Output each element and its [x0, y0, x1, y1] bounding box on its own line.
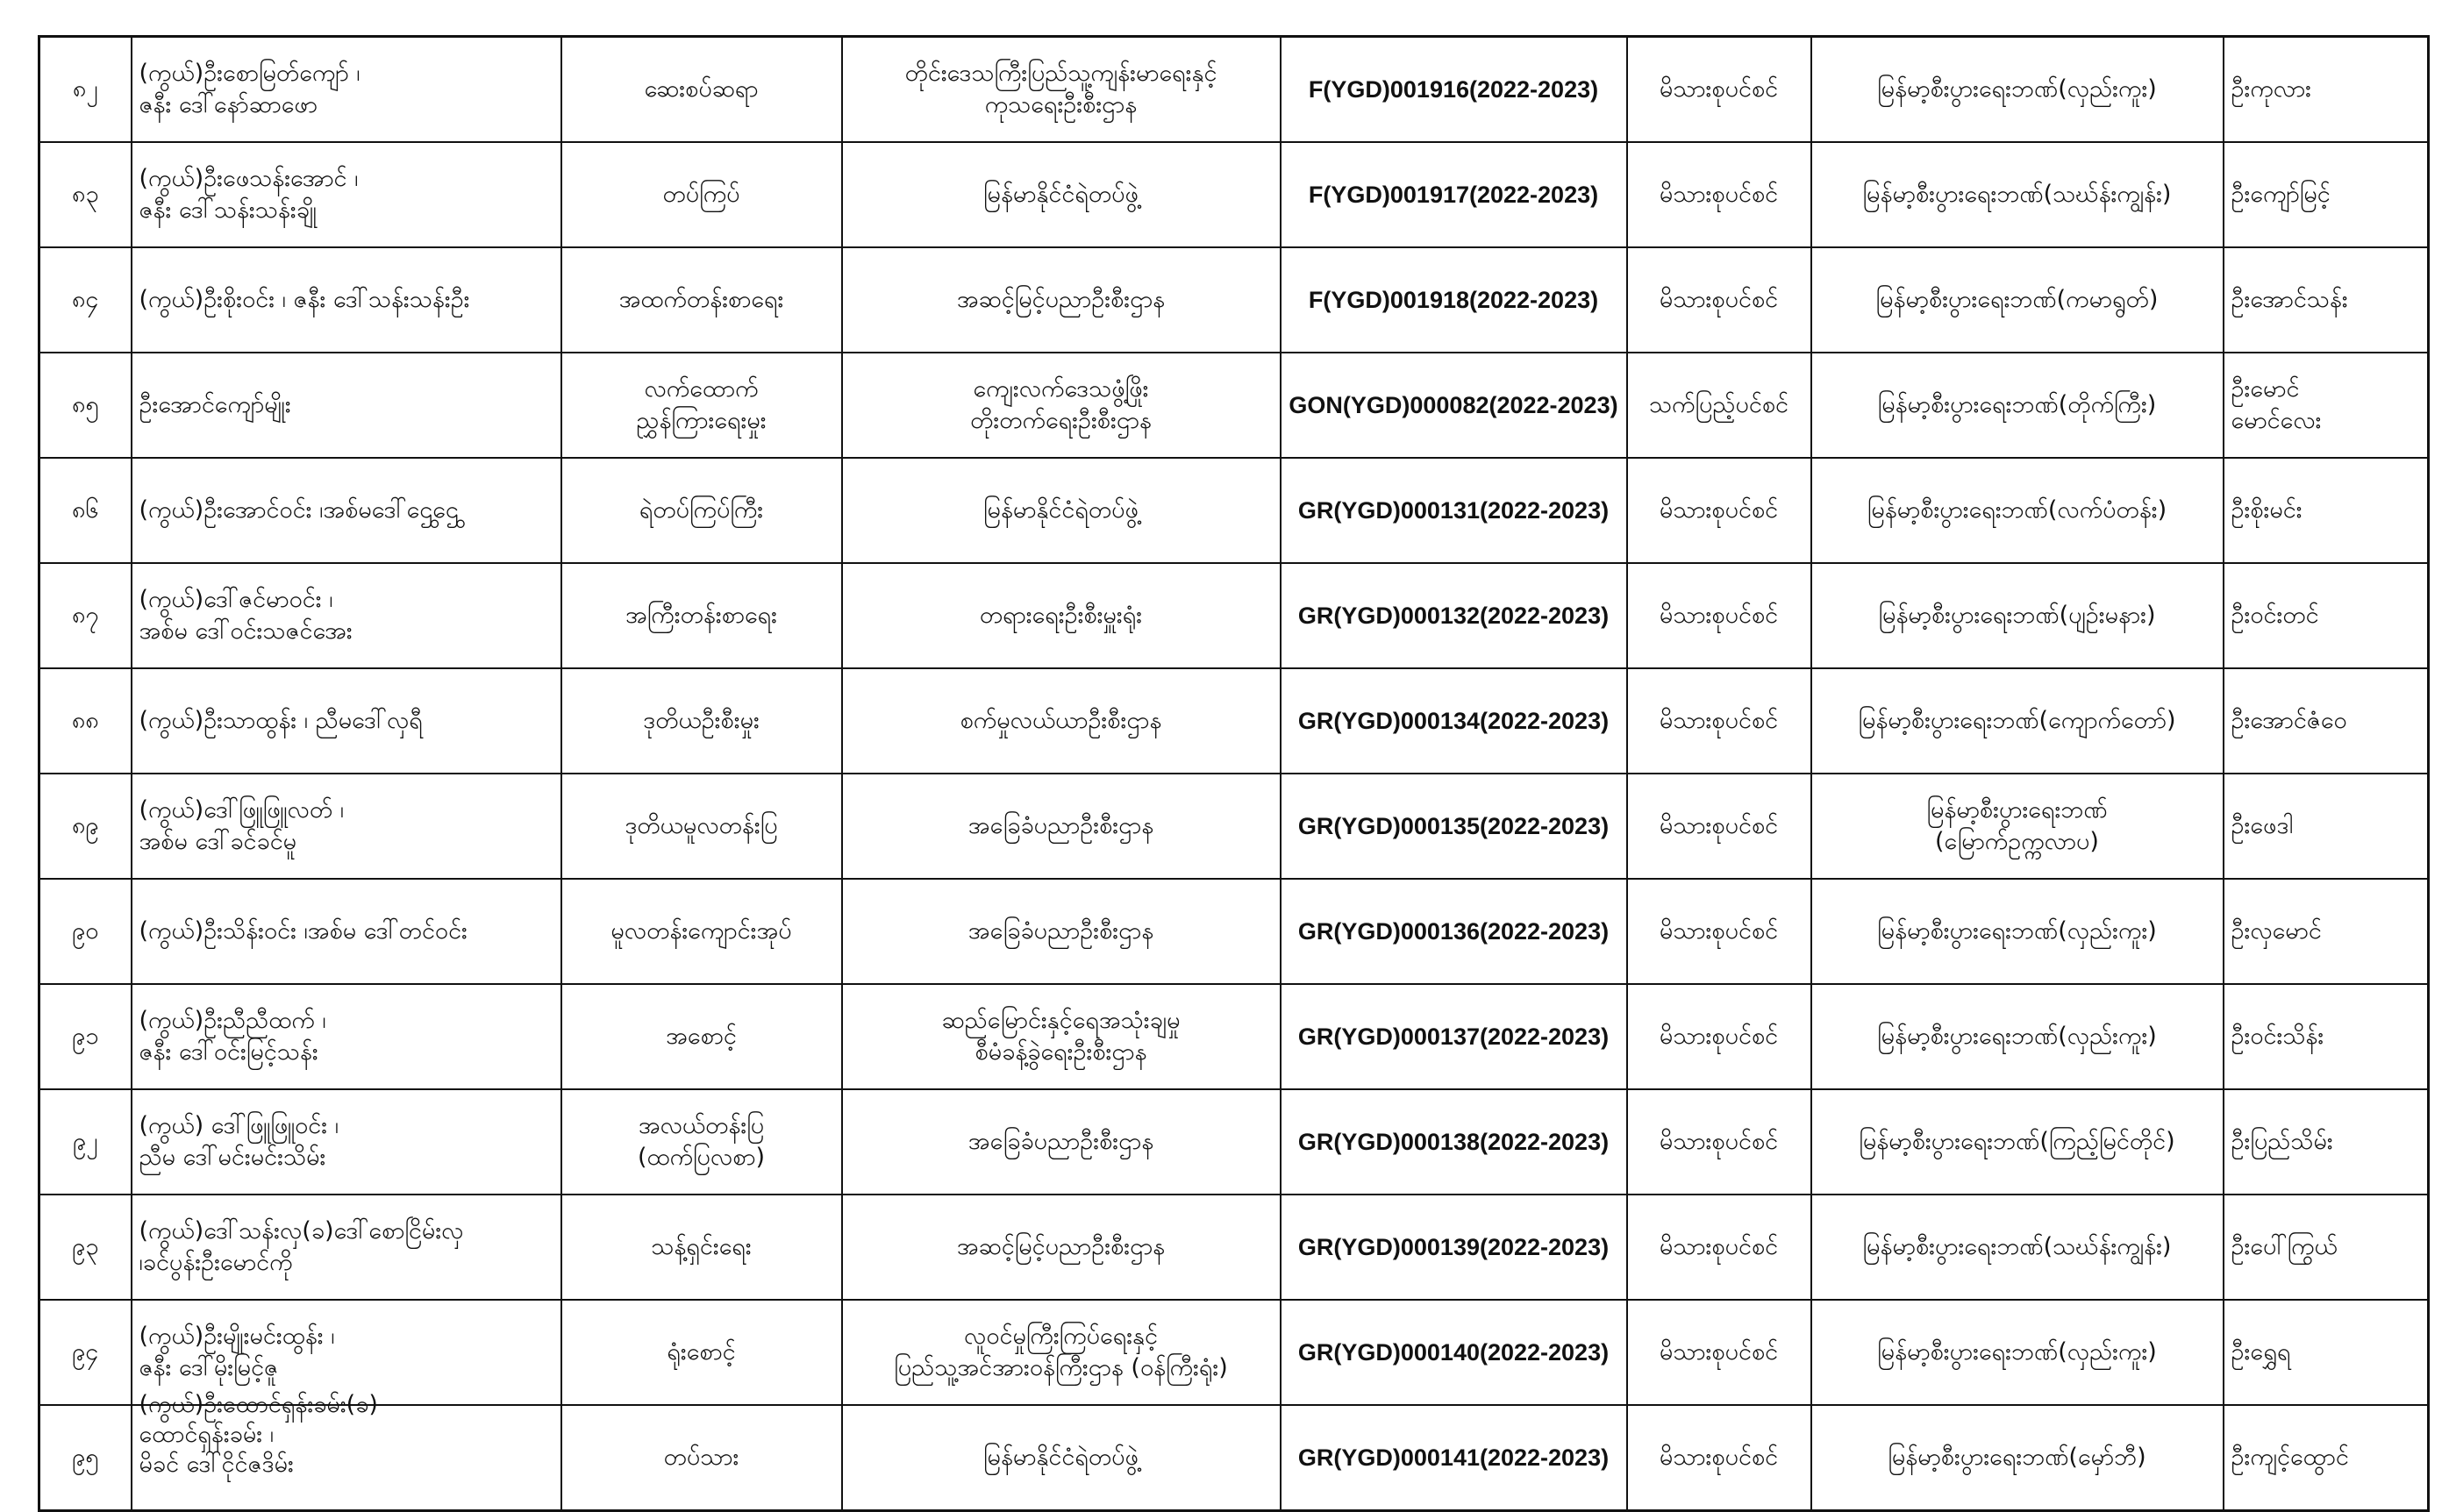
- department: တိုင်းဒေသကြီးပြည်သူ့ကျန်းမာရေးနှင့် ကုသရေးဦးစီးဌာန: [904, 60, 1217, 118]
- pensioner-name-cell: [132, 774, 561, 879]
- department-cell: [842, 458, 1281, 563]
- paying-bank-cell: [1811, 668, 2224, 774]
- pass-number: GR(YGD)000137(2022-2023): [1297, 1023, 1610, 1050]
- department: မြန်မာနိုင်ငံရဲတပ်ဖွဲ့: [983, 1444, 1139, 1471]
- pass-number: GR(YGD)000140(2022-2023): [1297, 1339, 1610, 1366]
- paying-bank: မြန်မာ့စီးပွားရေးဘဏ်(ကမာရွတ်): [1875, 286, 2159, 313]
- pensioner-name-cell: [132, 1391, 561, 1511]
- pensioner-name: (ကွယ်)ဒေါ်ဖြူဖြူလတ် ၊ အစ်မ ဒေါ်ခင်ခင်မူ: [139, 796, 344, 855]
- representative-cell: [2224, 458, 2429, 563]
- pension-type-cell: [1627, 37, 1811, 143]
- paying-bank: မြန်မာ့စီးပွားရေးဘဏ်(သဃ်န်းကျွန်း): [1862, 181, 2172, 208]
- pension-type-cell: [1627, 879, 1811, 984]
- records-body: [39, 37, 2429, 1511]
- pensioner-name: (ကွယ်)ဒေါ်သန်းလှ(ခ)ဒေါ်စောငြိမ်းလှ ၊ခင်ပွန်းဦးမောင်ကို: [139, 1217, 464, 1276]
- rank: မူလတန်းကျောင်းအုပ်: [610, 917, 792, 945]
- representative: ဦးအောင်ဇံဝေ: [2231, 707, 2347, 734]
- pass-number-cell: [1281, 1089, 1627, 1195]
- rank-cell: [561, 984, 842, 1089]
- table-row: [39, 37, 2429, 143]
- row-number: ၈၄: [71, 286, 99, 313]
- pensioner-name-cell: [132, 563, 561, 668]
- pass-number: F(YGD)001916(2022-2023): [1308, 76, 1599, 103]
- table-row: [39, 247, 2429, 353]
- representative-cell: [2224, 563, 2429, 668]
- row-number: ၈၅: [71, 391, 99, 418]
- representative-cell: [2224, 1300, 2429, 1405]
- pension-type-cell: [1627, 1195, 1811, 1300]
- pension-type-cell: [1627, 774, 1811, 879]
- paying-bank: မြန်မာ့စီးပွားရေးဘဏ်(မှော်ဘီ): [1888, 1444, 2146, 1471]
- department-cell: [842, 879, 1281, 984]
- row-number-cell: [39, 247, 132, 353]
- paying-bank: မြန်မာ့စီးပွားရေးဘဏ်(လှည်းကူး): [1877, 75, 2157, 103]
- paying-bank: မြန်မာ့စီးပွားရေးဘဏ်(ကျောက်တော်): [1858, 707, 2176, 734]
- rank: အကြီးတန်းစာရေး: [625, 602, 778, 629]
- paying-bank-cell: [1811, 1089, 2224, 1195]
- representative: ဦးကုလား: [2231, 75, 2312, 103]
- rank-cell: [561, 458, 842, 563]
- row-number-cell: [39, 1405, 132, 1511]
- paying-bank-cell: [1811, 142, 2224, 247]
- paying-bank: မြန်မာ့စီးပွားရေးဘဏ်(လှည်းကူး): [1877, 1338, 2157, 1366]
- rank: ရုံးစောင့်: [667, 1338, 736, 1366]
- department: အခြေခံပညာဦးစီးဌာန: [967, 917, 1154, 945]
- rank-cell: [561, 1300, 842, 1405]
- row-number: ၉၅: [72, 1444, 99, 1471]
- representative: ဦးဝင်းတင်: [2231, 602, 2319, 629]
- rank-cell: [561, 37, 842, 143]
- paying-bank: မြန်မာ့စီးပွားရေးဘဏ်(လှည်းကူး): [1877, 1023, 2157, 1050]
- pensioner-name: (ကွယ်)ဦးစောမြတ်ကျော် ၊ ဇနီး ဒေါ်နော်ဆာဖော: [139, 60, 361, 118]
- pass-number-cell: [1281, 142, 1627, 247]
- paying-bank: မြန်မာ့စီးပွားရေးဘဏ် (မြောက်ဥက္ကလာပ): [1926, 796, 2108, 855]
- department: ကျေးလက်ဒေသဖွံ့ဖြိုး တိုးတက်ရေးဦးစီးဌာန: [970, 375, 1152, 434]
- representative: ဦးကျော်မြင့်: [2231, 181, 2331, 208]
- pension-type-cell: [1627, 1300, 1811, 1405]
- pension-type: မိသားစုပင်စင်: [1659, 1233, 1779, 1260]
- pensioner-name: (ကွယ်)ဦးဖေသန်းအောင် ၊ ဇနီး ဒေါ်သန်းသန်းချို: [139, 165, 359, 224]
- pension-type: မိသားစုပင်စင်: [1659, 1444, 1779, 1471]
- representative: ဦးကျင့်ထွောင်: [2231, 1444, 2349, 1471]
- pass-number-cell: [1281, 247, 1627, 353]
- pass-number: GR(YGD)000134(2022-2023): [1297, 708, 1610, 734]
- row-number-cell: [39, 142, 132, 247]
- department-cell: [842, 142, 1281, 247]
- representative: ဦးလှမောင်: [2231, 917, 2322, 945]
- rank: လက်ထောက် ညွှန်ကြားရေးမှုး: [636, 375, 767, 434]
- row-number: ၉၀: [72, 917, 99, 945]
- row-number: ၈၂: [72, 75, 98, 103]
- representative-cell: [2224, 353, 2429, 458]
- pension-type-cell: [1627, 668, 1811, 774]
- pass-number: F(YGD)001917(2022-2023): [1308, 182, 1599, 208]
- pass-number: GR(YGD)000131(2022-2023): [1297, 497, 1610, 524]
- pension-type: မိသားစုပင်စင်: [1659, 917, 1779, 945]
- rank-cell: [561, 142, 842, 247]
- pass-number: F(YGD)001918(2022-2023): [1308, 287, 1599, 313]
- table-row: [39, 142, 2429, 247]
- pensioner-name: (ကွယ်)ဒေါ်ဇင်မာဝင်း ၊ အစ်မ ဒေါ်ဝင်းသဇင်အေး: [139, 586, 353, 645]
- pass-number: GR(YGD)000141(2022-2023): [1297, 1444, 1610, 1471]
- representative-cell: [2224, 774, 2429, 879]
- pension-type: မိသားစုပင်စင်: [1659, 75, 1779, 103]
- pensioner-name: ဦးအောင်ကျော်မျိုး: [139, 391, 291, 418]
- row-number-cell: [39, 984, 132, 1089]
- rank-cell: [561, 774, 842, 879]
- pensioner-name-cell: [132, 353, 561, 458]
- department-cell: [842, 774, 1281, 879]
- rank: အလယ်တန်းပြ (ထက်ပြလစာ): [637, 1112, 766, 1171]
- pensioner-name: (ကွယ်)ဦးထောင်ရှန်းခမ်း(ခ) ထောင်ရှန်းခမ်း ၊ မိခင် ဒေါ်ငိုင်ဇဒိမ်း: [139, 1391, 378, 1478]
- row-number: ၈၃: [71, 181, 99, 208]
- rank-cell: [561, 668, 842, 774]
- pass-number: GON(YGD)000082(2022-2023): [1289, 392, 1618, 418]
- pass-number-cell: [1281, 668, 1627, 774]
- department: စက်မှုလယ်ယာဦးစီးဌာန: [960, 707, 1162, 734]
- pensioner-name-cell: [132, 458, 561, 563]
- representative-cell: [2224, 142, 2429, 247]
- pension-type-cell: [1627, 563, 1811, 668]
- table-row: [39, 774, 2429, 879]
- rank-cell: [561, 1405, 842, 1511]
- pension-type: မိသားစုပင်စင်: [1659, 286, 1779, 313]
- pensioner-name: (ကွယ်)ဦးသိန်းဝင်း ၊အစ်မ ဒေါ်တင်ဝင်း: [139, 917, 468, 945]
- pensioner-name-cell: [132, 142, 561, 247]
- representative: ဦးဝင်းသိန်း: [2231, 1023, 2324, 1050]
- department-cell: [842, 1089, 1281, 1195]
- paying-bank: မြန်မာ့စီးပွားရေးဘဏ်(တိုက်ကြီး): [1877, 391, 2157, 418]
- pass-number: GR(YGD)000132(2022-2023): [1297, 603, 1610, 629]
- row-number-cell: [39, 353, 132, 458]
- representative: ဦးရွှေရ: [2231, 1338, 2291, 1366]
- row-number-cell: [39, 563, 132, 668]
- pensioner-name-cell: [132, 984, 561, 1089]
- paying-bank-cell: [1811, 247, 2224, 353]
- pension-records-table: [38, 35, 2430, 1512]
- pension-type: မိသားစုပင်စင်: [1659, 181, 1779, 208]
- pass-number: GR(YGD)000138(2022-2023): [1297, 1129, 1610, 1155]
- pass-number: GR(YGD)000135(2022-2023): [1297, 813, 1610, 839]
- paying-bank-cell: [1811, 1300, 2224, 1405]
- department: အဆင့်မြင့်ပညာဦးစီးဌာန: [956, 1233, 1166, 1260]
- table-row: [39, 353, 2429, 458]
- department: မြန်မာနိုင်ငံရဲတပ်ဖွဲ့: [983, 496, 1139, 524]
- representative: ဦးပေါ်ကြွယ်: [2231, 1233, 2338, 1260]
- pension-type: မိသားစုပင်စင်: [1659, 812, 1779, 839]
- rank: အထက်တန်းစာရေး: [618, 286, 784, 313]
- rank-cell: [561, 879, 842, 984]
- pension-type-cell: [1627, 1089, 1811, 1195]
- rank-cell: [561, 247, 842, 353]
- pensioner-name: (ကွယ်)ဦးသာထွန်း ၊ ညီမဒေါ်လှရီ: [139, 707, 423, 734]
- table-row: [39, 1195, 2429, 1300]
- pension-type: မိသားစုပင်စင်: [1659, 1338, 1779, 1366]
- rank: ဒုတိယဦးစီးမှုး: [643, 707, 760, 734]
- paying-bank: မြန်မာ့စီးပွားရေးဘဏ်(သဃ်န်းကျွန်း): [1862, 1233, 2172, 1260]
- row-number-cell: [39, 458, 132, 563]
- pension-type-cell: [1627, 353, 1811, 458]
- rank: သန့်ရှင်းရေး: [651, 1233, 752, 1260]
- rank: တပ်ကြပ်: [662, 181, 740, 208]
- pension-type: မိသားစုပင်စင်: [1659, 496, 1779, 524]
- paying-bank: မြန်မာ့စီးပွားရေးဘဏ်(လှည်းကူး): [1877, 917, 2157, 945]
- table-row: [39, 1089, 2429, 1195]
- pass-number-cell: [1281, 1195, 1627, 1300]
- pensioner-name-cell: [132, 37, 561, 143]
- representative-cell: [2224, 668, 2429, 774]
- pension-type-cell: [1627, 984, 1811, 1089]
- paying-bank-cell: [1811, 1195, 2224, 1300]
- representative-cell: [2224, 247, 2429, 353]
- pension-type: မိသားစုပင်စင်: [1659, 602, 1779, 629]
- paying-bank-cell: [1811, 37, 2224, 143]
- row-number: ၈၉: [71, 812, 99, 839]
- rank: ဆေးစပ်ဆရာ: [644, 75, 759, 103]
- representative: ဦးစိုးမင်း: [2231, 496, 2302, 524]
- row-number: ၉၁: [72, 1023, 99, 1050]
- paying-bank: မြန်မာ့စီးပွားရေးဘဏ်(လက်ပံတန်း): [1867, 496, 2167, 524]
- row-number: ၈၇: [71, 602, 99, 629]
- row-number-cell: [39, 879, 132, 984]
- department-cell: [842, 247, 1281, 353]
- table-row: [39, 458, 2429, 563]
- pension-type-cell: [1627, 458, 1811, 563]
- department-cell: [842, 1405, 1281, 1511]
- pass-number-cell: [1281, 458, 1627, 563]
- pensioner-name: (ကွယ်)ဦးညီညီထက် ၊ ဇနီး ဒေါ်ဝင်းမြင့်သန်း: [139, 1007, 326, 1066]
- rank: အစောင့်: [666, 1023, 737, 1050]
- pension-type-cell: [1627, 247, 1811, 353]
- rank-cell: [561, 1195, 842, 1300]
- representative-cell: [2224, 1405, 2429, 1511]
- pensioner-name: (ကွယ်)ဦးအောင်ဝင်း ၊အစ်မဒေါ်ဌွေဌွေ: [139, 496, 459, 524]
- department: လူဝင်မှုကြီးကြပ်ရေးနှင့် ပြည်သူ့အင်အားဝန်ကြီးဌာန (ဝန်ကြီးရုံး): [894, 1323, 1228, 1381]
- paying-bank-cell: [1811, 1405, 2224, 1511]
- department: တရားရေးဦးစီးမှူးရုံး: [979, 602, 1143, 629]
- pensioner-name: (ကွယ်)ဦးမျိုးမင်းထွန်း ၊ ဇနီး ဒေါ်မိုးမြင့်ဇူ: [139, 1323, 335, 1381]
- table-row: [39, 563, 2429, 668]
- pass-number-cell: [1281, 879, 1627, 984]
- row-number: ၈၆: [71, 496, 99, 524]
- pass-number-cell: [1281, 563, 1627, 668]
- representative: ဦးဖေဒါ: [2231, 812, 2294, 839]
- row-number: ၈၈: [71, 707, 99, 734]
- rank-cell: [561, 563, 842, 668]
- pass-number-cell: [1281, 1405, 1627, 1511]
- paying-bank-cell: [1811, 984, 2224, 1089]
- representative-cell: [2224, 37, 2429, 143]
- representative: ဦးပြည်သိမ်း: [2231, 1128, 2333, 1155]
- paying-bank-cell: [1811, 353, 2224, 458]
- pension-type: မိသားစုပင်စင်: [1659, 1128, 1779, 1155]
- rank: ရဲတပ်ကြပ်ကြီး: [639, 496, 764, 524]
- pass-number-cell: [1281, 353, 1627, 458]
- row-number: ၉၃: [72, 1233, 99, 1260]
- paying-bank-cell: [1811, 774, 2224, 879]
- department-cell: [842, 1195, 1281, 1300]
- department-cell: [842, 1300, 1281, 1405]
- representative: ဦးအောင်သန်း: [2231, 286, 2348, 313]
- department: အဆင့်မြင့်ပညာဦးစီးဌာန: [956, 286, 1166, 313]
- table-row: [39, 668, 2429, 774]
- paying-bank: မြန်မာ့စီးပွားရေးဘဏ်(ပျဉ်းမနား): [1878, 602, 2156, 629]
- representative-cell: [2224, 879, 2429, 984]
- paying-bank: မြန်မာ့စီးပွားရေးဘဏ်(ကြည့်မြင်တိုင်): [1859, 1128, 2175, 1155]
- pass-number-cell: [1281, 37, 1627, 143]
- paying-bank-cell: [1811, 458, 2224, 563]
- pension-type: မိသားစုပင်စင်: [1659, 707, 1779, 734]
- pass-number: GR(YGD)000136(2022-2023): [1297, 918, 1610, 945]
- row-number: ၉၂: [73, 1128, 98, 1155]
- department: အခြေခံပညာဦးစီးဌာန: [967, 812, 1154, 839]
- department-cell: [842, 37, 1281, 143]
- department-cell: [842, 563, 1281, 668]
- department: ဆည်မြောင်းနှင့်ရေအသုံးချမှု စီမံခန့်ခွဲရေးဦးစီးဌာန: [941, 1007, 1181, 1066]
- pass-number: GR(YGD)000139(2022-2023): [1297, 1234, 1610, 1260]
- representative-cell: [2224, 1089, 2429, 1195]
- pensioner-name-cell: [132, 1300, 561, 1405]
- pensioner-name-cell: [132, 668, 561, 774]
- row-number-cell: [39, 1089, 132, 1195]
- representative-cell: [2224, 1195, 2429, 1300]
- pension-type: မိသားစုပင်စင်: [1659, 1023, 1779, 1050]
- rank-cell: [561, 353, 842, 458]
- row-number-cell: [39, 1195, 132, 1300]
- pensioner-name-cell: [132, 1089, 561, 1195]
- pass-number-cell: [1281, 774, 1627, 879]
- pass-number-cell: [1281, 1300, 1627, 1405]
- pensioner-name-cell: [132, 879, 561, 984]
- row-number: ၉၄: [72, 1338, 99, 1366]
- pensioner-name: (ကွယ်)ဦးစိုးဝင်း ၊ ဇနီး ဒေါ်သန်းသန်းဦး: [139, 286, 470, 313]
- table-row: [39, 1405, 2429, 1511]
- table-row: [39, 1300, 2429, 1405]
- table-row: [39, 984, 2429, 1089]
- row-number-cell: [39, 37, 132, 143]
- representative-cell: [2224, 984, 2429, 1089]
- row-number-cell: [39, 774, 132, 879]
- pass-number-cell: [1281, 984, 1627, 1089]
- row-number-cell: [39, 1300, 132, 1405]
- pensioner-name: (ကွယ်) ဒေါ်ဖြူဖြူဝင်း ၊ ညီမ ဒေါ်မင်းမင်းသိမ်း: [139, 1112, 339, 1171]
- rank: တပ်သား: [663, 1444, 739, 1471]
- pension-type-cell: [1627, 142, 1811, 247]
- rank: ဒုတိယမူလတန်းပြ: [625, 812, 778, 839]
- paying-bank-cell: [1811, 563, 2224, 668]
- paying-bank-cell: [1811, 879, 2224, 984]
- department-cell: [842, 668, 1281, 774]
- rank-cell: [561, 1089, 842, 1195]
- department: မြန်မာနိုင်ငံရဲတပ်ဖွဲ့: [983, 181, 1139, 208]
- pension-type-cell: [1627, 1405, 1811, 1511]
- department-cell: [842, 984, 1281, 1089]
- department: အခြေခံပညာဦးစီးဌာန: [967, 1128, 1154, 1155]
- row-number-cell: [39, 668, 132, 774]
- pensioner-name-cell: [132, 1195, 561, 1300]
- representative: ဦးမောင် မောင်လေး: [2231, 375, 2322, 434]
- pension-type: သက်ပြည့်ပင်စင်: [1648, 391, 1789, 418]
- table-row: [39, 879, 2429, 984]
- pensioner-name-cell: [132, 247, 561, 353]
- department-cell: [842, 353, 1281, 458]
